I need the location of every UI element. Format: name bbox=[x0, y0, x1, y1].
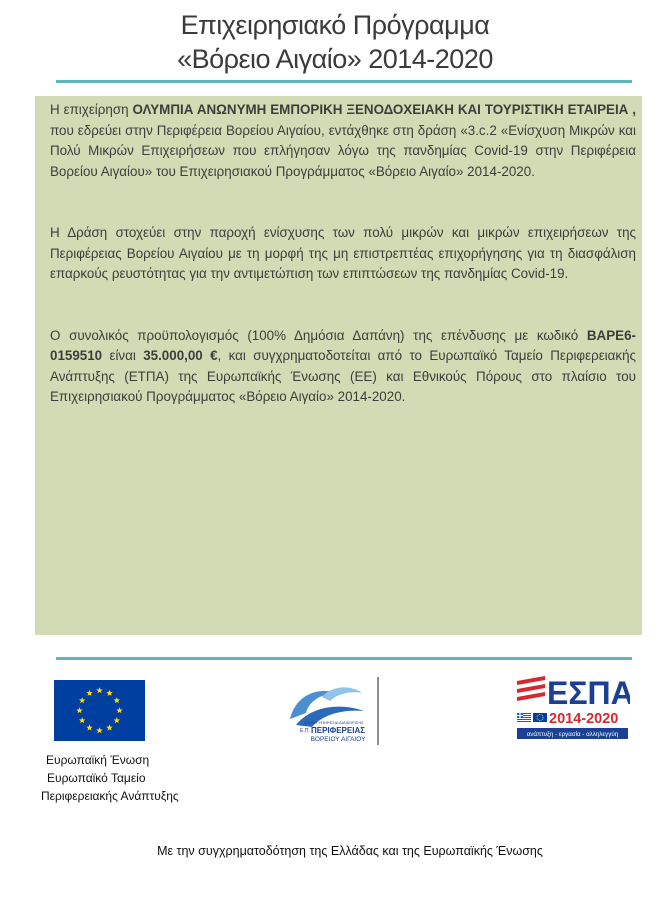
p1-pre: Η επιχείρηση bbox=[50, 102, 133, 117]
footer-cofinancing-text: Με την συγχρηματοδότηση της Ελλάδας και της Ευρωπαϊκής Ένωσης bbox=[157, 844, 543, 858]
title-line-1: Επιχειρησιακό Πρόγραμμα bbox=[180, 10, 490, 40]
eu-caption-line-2: Ευρωπαϊκό Ταμείο bbox=[47, 771, 146, 785]
eu-star bbox=[114, 717, 120, 723]
espa-logo bbox=[515, 673, 630, 748]
eu-star bbox=[79, 697, 85, 703]
espa-years: 2014-2020 bbox=[549, 711, 619, 727]
espa-tagline: ανάπτυξη - εργασία - αλληλεγγύη bbox=[526, 731, 619, 738]
eu-star bbox=[96, 687, 102, 693]
eu-star bbox=[116, 707, 122, 713]
eu-star bbox=[106, 724, 112, 730]
p3-mid: είναι bbox=[102, 348, 144, 363]
page-title bbox=[0, 8, 670, 76]
eu-star bbox=[76, 707, 82, 713]
eu-caption-line-3: Περιφερειακής Ανάπτυξης bbox=[41, 789, 179, 803]
p1-post: που εδρεύει στην Περιφέρεια Βορείου Αιγαίου, εντάχθηκε στη δράση «3.c.2 «Ενίσχυση Μικρών και Πολύ Μικρών Επιχειρήσεων που επλήγησαν λόγω της πανδημίας Covid-19 στην Περιφέρεια Βορείου Αιγαίου» του Επιχειρησιακού Προγράμματος «Βόρειο Αιγαίο» 2014-2020. bbox=[50, 122, 636, 179]
region-main-text: ΠΕΡΙΦΕΡΕΙΑΣ bbox=[310, 726, 366, 735]
eu-stars-icon bbox=[54, 680, 145, 741]
bottom-divider bbox=[56, 657, 632, 660]
greek-flag-icon bbox=[517, 713, 531, 722]
region-small-text: ΕΙΔΙΚΗ ΥΠΗΡΕΣΙΑ ΔΙΑΧΕΙΡΙΣΗΣ bbox=[304, 720, 364, 725]
eu-star bbox=[96, 727, 102, 733]
paragraph-action: Η Δράση στοχεύει στην παροχή ενίσχυσης των πολύ μικρών και μικρών επιχειρήσεων της Περιφέρειας Βορείου Αιγαίου με τη μορφή της μη επιστρεπτέας επιχορήγησης για τη διασφάλιση επαρκούς ρευστότητας για την αντιμετώπιση των επιπτώσεων της πανδημίας Covid-19. bbox=[50, 225, 636, 281]
info-panel bbox=[35, 96, 642, 635]
eu-mini-flag-icon bbox=[533, 713, 547, 722]
paragraph-budget bbox=[50, 326, 636, 408]
region-sub-text: ΒΟΡΕΙΟΥ ΑΙΓΑΙΟΥ bbox=[310, 736, 366, 743]
budget-amount: 35.000,00 € bbox=[143, 348, 218, 363]
company-name: ΟΛΥΜΠΙΑ ΑΝΩΝΥΜΗ ΕΜΠΟΡΙΚΗ ΞΕΝΟΔΟΧΕΙΑΚΗ ΚΑΙ ΤΟΥΡΙΣΤΙΚΗ ΕΤΑΙΡΕΙΑ , bbox=[132, 102, 636, 117]
region-ep-text: Ε.Π. bbox=[300, 728, 310, 734]
eu-caption-line-1: Ευρωπαϊκή Ένωση bbox=[46, 753, 150, 767]
eu-caption bbox=[34, 751, 234, 805]
p3-post: , και συγχρηματοδοτείται από το Ευρωπαϊκό Ταμείο Περιφερειακής Ανάπτυξης (ΕΤΠΑ) της Ευρωπαϊκής Ένωσης (ΕΕ) και Εθνικούς Πόρους στο πλαίσιο του Επιχειρησιακού Προγράμματος «Βόρειο Αιγαίο» 2014-2020. bbox=[50, 348, 636, 404]
eu-star bbox=[106, 690, 112, 696]
eu-star bbox=[79, 717, 85, 723]
title-line-2: «Βόρειο Αιγαίο» 2014-2020 bbox=[177, 44, 493, 74]
project-code: ΒΑΡΕ6-0159510 bbox=[50, 327, 636, 363]
eu-flag-icon bbox=[54, 680, 145, 741]
paragraph-company bbox=[50, 100, 636, 182]
top-divider bbox=[56, 80, 632, 83]
eu-star bbox=[86, 724, 92, 730]
p3-pre: Ο συνολικός προϋπολογισμός (100% Δημόσια Δαπάνη) της επένδυσης με κωδικό bbox=[50, 327, 587, 343]
eu-star bbox=[114, 697, 120, 703]
espa-word: ΕΣΠΑ bbox=[547, 675, 630, 711]
eu-star bbox=[86, 690, 92, 696]
region-north-aegean-logo bbox=[282, 675, 382, 747]
